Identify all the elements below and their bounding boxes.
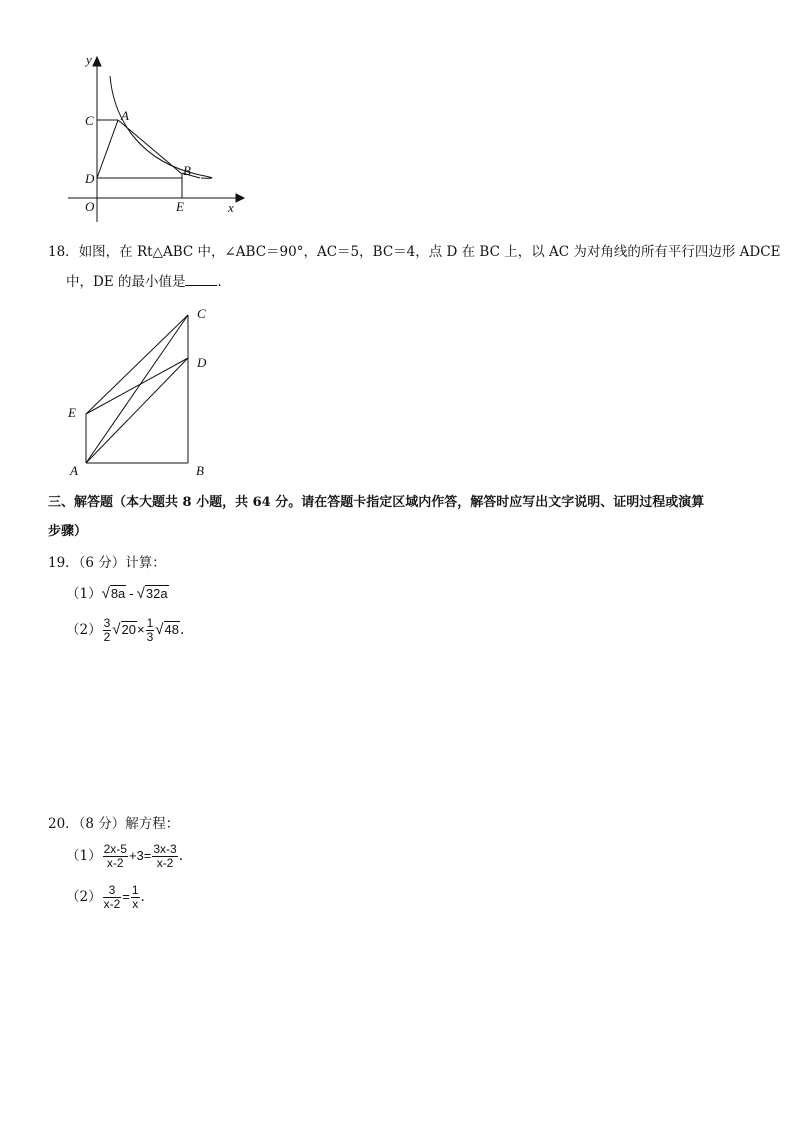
answer-blank[interactable]	[185, 273, 217, 286]
q18-line2	[66, 272, 231, 292]
fraction-1-over-x	[131, 884, 140, 911]
q18-text-line1: 如图，在 Rt△ABC 中，∠ABC＝90°，AC＝5，BC＝4，点 D 在 BC 上，以 AC 为对角线的所有平行四边形 ADCE	[78, 244, 781, 260]
segment-ED	[86, 358, 188, 414]
label-A: A	[121, 108, 129, 123]
label-C2: C	[197, 306, 206, 321]
q19-header: 19．（6 分）计算：	[48, 555, 166, 571]
period: .	[178, 848, 183, 864]
numerator: 3x-3	[153, 842, 177, 856]
segment-AC	[86, 315, 188, 463]
period: .	[179, 622, 185, 638]
sqrt-32a: √32a	[136, 585, 168, 602]
period: .	[140, 889, 145, 905]
q18-line1	[48, 242, 780, 262]
denominator: 3	[146, 630, 154, 644]
q19-part1-label: （1）	[66, 586, 102, 602]
minus-op: -	[129, 586, 134, 601]
equals-op: =	[122, 889, 130, 904]
label-D2: D	[197, 355, 207, 370]
radicand-20: 20	[121, 622, 136, 637]
radicand-48: 48	[164, 622, 179, 637]
fraction-2x-5-over-x-2	[103, 843, 128, 870]
label-A2: A	[70, 463, 78, 478]
label-E2: E	[68, 405, 76, 420]
numerator: 3	[103, 616, 111, 630]
fraction-3-over-x-2	[103, 884, 122, 911]
segment-AD	[86, 358, 188, 463]
q20-part1	[66, 843, 183, 870]
figure-parallelogram	[80, 310, 195, 470]
fraction-3-2	[103, 617, 112, 644]
section3-heading-line1: 三、解答题（本大题共 8 小题，共 64 分。请在答题卡指定区域内作答，解答时应写出文字说明、证明过程或演算	[48, 495, 705, 510]
fraction-1-3	[146, 617, 155, 644]
q18-number: 18．	[48, 244, 79, 260]
radicand-8a: 8a	[110, 586, 126, 601]
numerator: 1	[146, 616, 154, 630]
q20-part2-label: （2）	[66, 889, 102, 905]
radicand-32a: 32a	[145, 586, 168, 601]
q18-text-end: ．	[217, 274, 231, 290]
q20-part2	[66, 884, 145, 911]
hyperbola-curve	[110, 76, 200, 175]
label-x: x	[228, 200, 234, 215]
segment-EC	[86, 315, 188, 414]
denominator: 2	[103, 630, 111, 644]
label-C: C	[85, 113, 94, 128]
q20-header: 20．（8 分）解方程：	[48, 816, 180, 832]
numerator: 1	[131, 883, 139, 897]
section3-heading-line2: 步骤）	[48, 524, 88, 539]
q19-part1	[66, 584, 169, 604]
numerator: 3	[103, 884, 122, 898]
q19-part2	[66, 617, 184, 644]
q19-part2-label: （2）	[66, 622, 102, 638]
y-axis-arrow	[93, 57, 101, 66]
denominator: x-2	[103, 897, 121, 911]
denominator: x-2	[156, 856, 174, 870]
label-D: D	[85, 171, 95, 186]
label-E: E	[176, 199, 184, 214]
segment-DA	[97, 120, 118, 178]
q18-text-line2: 中，DE 的最小值是	[66, 274, 186, 290]
sqrt-8a: √8a	[101, 585, 126, 602]
label-y: y	[86, 52, 92, 67]
label-O: O	[85, 199, 95, 214]
x-axis-arrow	[236, 194, 244, 202]
q20-part1-label: （1）	[66, 848, 102, 864]
label-B2: B	[196, 463, 204, 478]
denominator: x	[132, 897, 139, 911]
label-B: B	[183, 163, 191, 178]
denominator: x-2	[106, 856, 124, 870]
segment-AB	[118, 120, 182, 174]
plus-3-equals: +3=	[128, 848, 152, 863]
fraction-3x-3-over-x-2	[152, 843, 177, 870]
times-op: ×	[136, 622, 145, 637]
sqrt-20: √20	[112, 621, 136, 638]
sqrt-48: √48	[155, 621, 179, 638]
numerator: 2x-5	[103, 842, 127, 856]
